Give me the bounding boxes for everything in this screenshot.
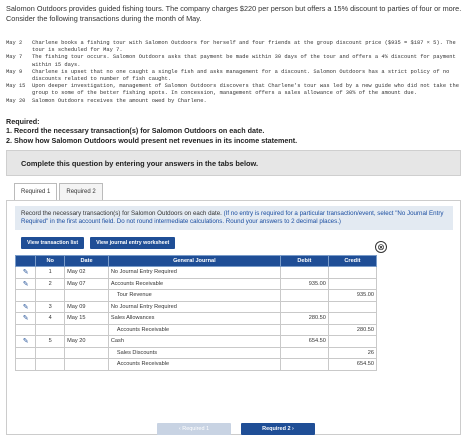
prev-required-button[interactable]: ‹ Required 1 bbox=[157, 423, 231, 435]
credit-field[interactable]: 935.00 bbox=[328, 290, 376, 302]
event-text: Salomon Outdoors receives the amount owed by Charlene. bbox=[32, 97, 207, 104]
entry-number: 2 bbox=[36, 278, 65, 290]
account-field[interactable]: Accounts Receivable bbox=[108, 278, 280, 290]
pencil-icon[interactable]: ✎ bbox=[22, 269, 29, 277]
tab-required-1[interactable]: Required 1 bbox=[14, 183, 57, 200]
event-text: The fishing tour occurs. Salomon Outdoors asks that payment be made within 30 days of the tour and offers a 4% discount for payment within 15 days. bbox=[32, 54, 456, 68]
journal-row bbox=[16, 278, 377, 290]
header-edit bbox=[16, 256, 36, 267]
debit-field[interactable]: 935.00 bbox=[280, 278, 328, 290]
event-row bbox=[6, 40, 468, 54]
close-icon[interactable]: ⊗ bbox=[375, 241, 387, 253]
pencil-icon[interactable]: ✎ bbox=[22, 303, 29, 311]
account-field[interactable]: Tour Revenue bbox=[108, 290, 280, 302]
pencil-icon[interactable]: ✎ bbox=[22, 315, 29, 323]
entry-number bbox=[36, 324, 65, 336]
journal-header-row bbox=[16, 256, 377, 267]
account-field[interactable]: No Journal Entry Required bbox=[108, 301, 280, 313]
credit-field[interactable] bbox=[328, 336, 376, 348]
event-text: Charlene books a fishing tour with Salomon Outdoors for herself and four friends at the group discount price ($935 = $187 × 5). The tour is scheduled for May 7. bbox=[32, 40, 456, 54]
debit-field[interactable] bbox=[280, 347, 328, 359]
entry-date bbox=[65, 324, 109, 336]
required-item-1: 1. Record the necessary transaction(s) for Salomon Outdoors on each date. bbox=[6, 126, 265, 136]
tab-navigation bbox=[157, 423, 325, 435]
event-date: May 9 bbox=[6, 68, 23, 75]
edit-cell bbox=[16, 290, 36, 302]
required-item-2: 2. Show how Salomon Outdoors would present net revenues in its income statement. bbox=[6, 135, 298, 145]
entry-date bbox=[65, 359, 109, 371]
event-date: May 7 bbox=[6, 54, 23, 61]
journal-row bbox=[16, 301, 377, 313]
edit-cell[interactable] bbox=[16, 336, 36, 348]
entry-number bbox=[36, 290, 65, 302]
event-row bbox=[6, 69, 468, 83]
debit-field[interactable] bbox=[280, 290, 328, 302]
debit-field[interactable]: 280.50 bbox=[280, 313, 328, 325]
debit-field[interactable] bbox=[280, 267, 328, 279]
view-journal-entry-worksheet-button[interactable]: View journal entry worksheet bbox=[90, 237, 175, 249]
entry-number: 3 bbox=[36, 301, 65, 313]
journal-row bbox=[16, 359, 377, 371]
credit-field[interactable]: 26 bbox=[328, 347, 376, 359]
entry-date[interactable]: May 20 bbox=[65, 336, 109, 348]
next-required-button[interactable]: Required 2 › bbox=[241, 423, 315, 435]
edit-cell[interactable] bbox=[16, 267, 36, 279]
header-no: No bbox=[36, 256, 65, 267]
edit-cell bbox=[16, 324, 36, 336]
edit-cell bbox=[16, 359, 36, 371]
required-section bbox=[6, 117, 468, 145]
header-credit: Credit bbox=[328, 256, 376, 267]
credit-field[interactable]: 654.50 bbox=[328, 359, 376, 371]
journal-row bbox=[16, 336, 377, 348]
credit-field[interactable] bbox=[328, 313, 376, 325]
event-row bbox=[6, 98, 468, 105]
event-text: Charlene is upset that no one caught a single fish and asks management for a discount. Salomon Outdoors has a strict policy of no discounts related to number of fish caught. bbox=[32, 68, 450, 83]
debit-field[interactable] bbox=[280, 359, 328, 371]
debit-field[interactable]: 654.50 bbox=[280, 336, 328, 348]
debit-field[interactable] bbox=[280, 301, 328, 313]
worksheet-buttons bbox=[21, 237, 181, 249]
event-date: May 20 bbox=[6, 97, 26, 104]
account-field[interactable]: Accounts Receivable bbox=[108, 324, 280, 336]
credit-field[interactable] bbox=[328, 267, 376, 279]
credit-field[interactable] bbox=[328, 301, 376, 313]
account-field[interactable]: Cash bbox=[108, 336, 280, 348]
account-field[interactable]: No Journal Entry Required bbox=[108, 267, 280, 279]
tab-bar bbox=[14, 183, 105, 200]
entry-date[interactable]: May 15 bbox=[65, 313, 109, 325]
edit-cell bbox=[16, 347, 36, 359]
required-heading: Required: bbox=[6, 117, 40, 126]
journal-row bbox=[16, 267, 377, 279]
journal-row bbox=[16, 347, 377, 359]
entry-number bbox=[36, 347, 65, 359]
account-field[interactable]: Sales Allowances bbox=[108, 313, 280, 325]
edit-cell[interactable] bbox=[16, 313, 36, 325]
entry-number: 4 bbox=[36, 313, 65, 325]
pencil-icon[interactable]: ✎ bbox=[22, 338, 29, 346]
event-date: May 2 bbox=[6, 40, 23, 46]
problem-intro: Salomon Outdoors provides guided fishing tours. The company charges $220 per person but offers a 15% discount to parties of four or more. Consider the following transactions during the month of May. bbox=[6, 4, 462, 23]
journal-row bbox=[16, 290, 377, 302]
view-transaction-list-button[interactable]: View transaction list bbox=[21, 237, 84, 249]
edit-cell[interactable] bbox=[16, 278, 36, 290]
account-field[interactable]: Accounts Receivable bbox=[108, 359, 280, 371]
journal-table bbox=[15, 255, 377, 371]
credit-field[interactable]: 280.50 bbox=[328, 324, 376, 336]
entry-number: 1 bbox=[36, 267, 65, 279]
event-row bbox=[6, 83, 468, 97]
journal-row bbox=[16, 324, 377, 336]
edit-cell[interactable] bbox=[16, 301, 36, 313]
entry-date[interactable]: May 02 bbox=[65, 267, 109, 279]
instruction-note: (If no entry is required for a particular transaction/event, select "No Journal Entry Required" in the first account field. Do not round intermediate calculations. Round your answers to 2 decimal places.) bbox=[21, 210, 444, 225]
tab-panel bbox=[6, 200, 461, 435]
event-date: May 15 bbox=[6, 83, 26, 90]
entry-date[interactable]: May 09 bbox=[65, 301, 109, 313]
event-row bbox=[6, 54, 468, 68]
header-date: Date bbox=[65, 256, 109, 267]
entry-date bbox=[65, 290, 109, 302]
header-general-journal: General Journal bbox=[108, 256, 280, 267]
journal-row bbox=[16, 313, 377, 325]
tab-required-2[interactable]: Required 2 bbox=[59, 183, 102, 200]
account-field[interactable]: Sales Discounts bbox=[108, 347, 280, 359]
instruction-box bbox=[15, 206, 453, 230]
credit-field[interactable] bbox=[328, 278, 376, 290]
entry-date[interactable]: May 07 bbox=[65, 278, 109, 290]
event-text: Upon deeper investigation, management of Salomon Outdoors discovers that Charlene's tour was led by a new guide who did not take the group to some of the better fishing spots. In concession, management offers a sales allowance of 30% of the amount due. bbox=[32, 83, 460, 97]
entry-number bbox=[36, 359, 65, 371]
entry-number: 5 bbox=[36, 336, 65, 348]
instructions-banner: Complete this question by entering your answers in the tabs below. bbox=[6, 150, 461, 176]
transaction-events bbox=[6, 40, 468, 105]
entry-date bbox=[65, 347, 109, 359]
header-debit: Debit bbox=[280, 256, 328, 267]
debit-field[interactable] bbox=[280, 324, 328, 336]
instruction-text: Record the necessary transaction(s) for Salomon Outdoors on each date. bbox=[21, 210, 224, 217]
pencil-icon[interactable]: ✎ bbox=[22, 280, 29, 288]
